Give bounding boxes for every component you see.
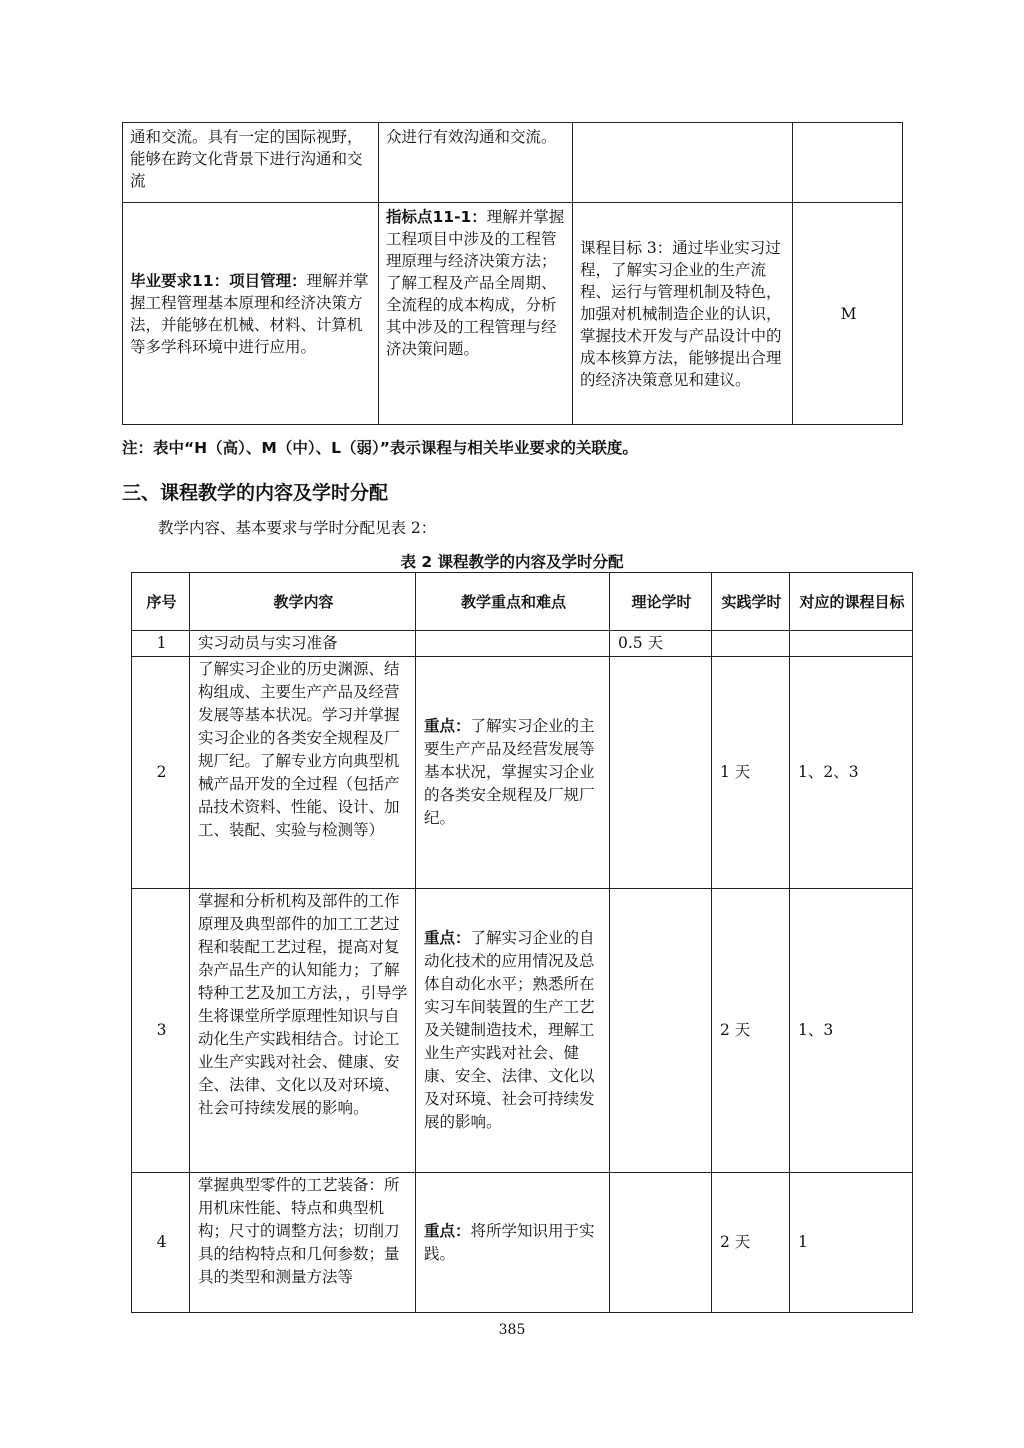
row-theory	[610, 657, 712, 889]
header-theory-hours: 理论学时	[610, 573, 712, 631]
row-no: 4	[132, 1173, 190, 1313]
intro-paragraph: 教学内容、基本要求与学时分配见表 2：	[158, 519, 437, 537]
key-label: 重点：	[424, 1221, 471, 1240]
row-no: 1	[132, 631, 190, 657]
graduation-requirements-table	[122, 122, 903, 425]
row-key-points	[416, 889, 610, 1173]
row-objectives: 1	[790, 1173, 913, 1313]
section-heading: 三、课程教学的内容及学时分配	[122, 482, 389, 504]
row-practice: 2 天	[712, 1173, 790, 1313]
indicator-text: 理解并掌握工程项目中涉及的工程管理原理与经济决策方法；了解工程及产品全周期、全流程的成本构成，分析其中涉及的工程管理与经济决策问题。	[386, 208, 565, 358]
requirement-label: 毕业要求11：项目管理：	[130, 271, 307, 290]
table-row	[132, 1173, 913, 1313]
row-content: 掌握和分析机构及部件的工作原理及典型部件的加工工艺过程和装配工艺过程，提高对复杂产品生产的认知能力；了解特种工艺及加工方法，，引导学生将课堂所学原理性知识与自动化生产实践相结合。讨论工业生产实践对社会、健康、安全、法律、文化以及对环境、社会可持续发展的影响。	[190, 889, 416, 1173]
row-no: 3	[132, 889, 190, 1173]
table-cell: 通和交流。具有一定的国际视野，能够在跨文化背景下进行沟通和交流	[123, 123, 379, 203]
row-no: 2	[132, 657, 190, 889]
graduation-requirement-cell	[123, 203, 379, 425]
table-header-row	[132, 573, 913, 631]
table-cell: 众进行有效沟通和交流。	[379, 123, 573, 203]
header-objectives: 对应的课程目标	[790, 573, 913, 631]
row-key-points	[416, 631, 610, 657]
row-practice: 2 天	[712, 889, 790, 1173]
course-objective-cell: 课程目标 3：通过毕业实习过程，了解实习企业的生产流程、运行与管理机制及特色，加强对机械制造企业的认识，掌握技术开发与产品设计中的成本核算方法，能够提出合理的经济决策意见和建议。	[573, 203, 793, 425]
table-row	[132, 631, 913, 657]
requirement-text: 理解并掌握工程管理基本原理和经济决策方法，并能够在机械、材料、计算机等多学科环境中进行应用。	[130, 271, 369, 356]
row-practice	[712, 631, 790, 657]
table-cell	[573, 123, 793, 203]
header-key-points: 教学重点和难点	[416, 573, 610, 631]
row-practice: 1 天	[712, 657, 790, 889]
key-text: 了解实习企业的主要生产产品及经营发展等基本状况，掌握实习企业的各类安全规程及厂规厂纪。	[424, 717, 595, 827]
indicator-cell	[379, 203, 573, 425]
table-note: 注：表中“H（高）、M（中）、L（弱）”表示课程与相关毕业要求的关联度。	[122, 439, 638, 457]
row-objectives	[790, 631, 913, 657]
row-content: 了解实习企业的历史渊源、结构组成、主要生产产品及经营发展等基本状况。学习并掌握实习企业的各类安全规程及厂规厂纪。了解专业方向典型机械产品开发的全过程（包括产品技术资料、性能、设计、加工、装配、实验与检测等）	[190, 657, 416, 889]
row-objectives: 1、3	[790, 889, 913, 1173]
row-content: 掌握典型零件的工艺装备：所用机床性能、特点和典型机构；尺寸的调整方法；切削刀具的结构特点和几何参数；量具的类型和测量方法等	[190, 1173, 416, 1313]
table-row	[132, 657, 913, 889]
row-theory: 0.5 天	[610, 631, 712, 657]
key-text: 了解实习企业的自动化技术的应用情况及总体自动化水平；熟悉所在实习车间装置的生产工艺及关键制造技术，理解工业生产实践对社会、健康、安全、法律、文化以及对环境、社会可持续发展的影响。	[424, 929, 595, 1131]
key-label: 重点：	[424, 717, 471, 735]
key-label: 重点：	[424, 929, 471, 947]
table-row	[123, 123, 903, 203]
row-key-points	[416, 1173, 610, 1313]
row-objectives: 1、2、3	[790, 657, 913, 889]
table-row	[123, 203, 903, 425]
teaching-content-table	[131, 572, 913, 1313]
row-theory	[610, 1173, 712, 1313]
table-row	[132, 889, 913, 1173]
table-cell	[793, 123, 903, 203]
row-content: 实习动员与实习准备	[190, 631, 416, 657]
header-no: 序号	[132, 573, 190, 631]
row-key-points	[416, 657, 610, 889]
indicator-label: 指标点11-1：	[386, 208, 487, 226]
row-theory	[610, 889, 712, 1173]
header-practice-hours: 实践学时	[712, 573, 790, 631]
header-content: 教学内容	[190, 573, 416, 631]
table-caption: 表 2 课程教学的内容及学时分配	[400, 553, 624, 571]
key-text: 将所学知识用于实践。	[424, 1221, 595, 1263]
page-number: 385	[498, 1322, 526, 1338]
relevance-level-cell: M	[793, 203, 903, 425]
